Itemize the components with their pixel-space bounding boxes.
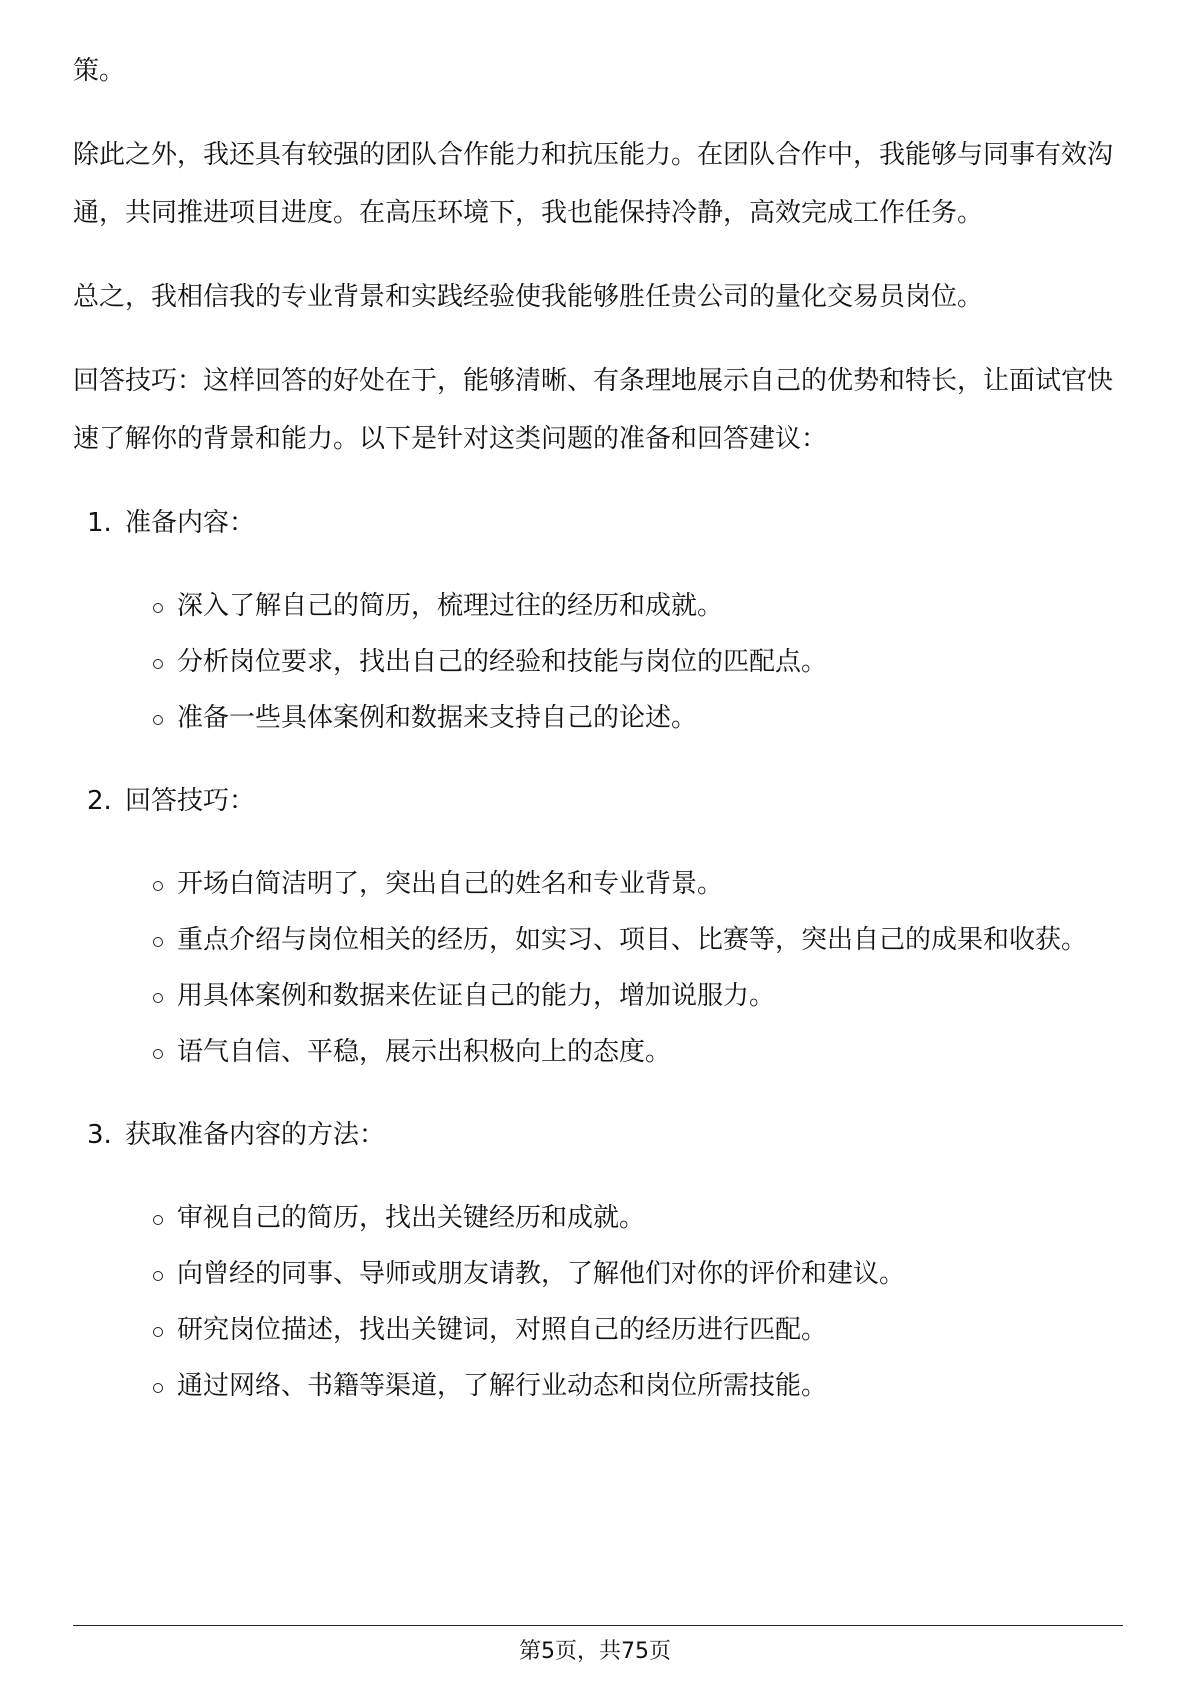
section-number: 3.: [87, 1120, 112, 1150]
section-3: [73, 1106, 1123, 1414]
section-heading: [73, 772, 1123, 830]
list-item-text: 语气自信、平稳，展示出积极向上的态度。: [177, 1037, 672, 1067]
list-item: [73, 856, 1123, 912]
bullet-circle-icon: [153, 1383, 163, 1393]
section-title: 获取准备内容的方法：: [125, 1120, 386, 1150]
list-item: [73, 1024, 1123, 1080]
list-item: [73, 634, 1123, 690]
list-item-text: 用具体案例和数据来佐证自己的能力，增加说服力。: [177, 981, 776, 1011]
bullet-circle-icon: [153, 715, 163, 725]
bullet-list: [73, 578, 1123, 746]
list-item: [73, 912, 1123, 968]
section-number: 1.: [87, 508, 112, 538]
section-title: 准备内容：: [125, 508, 256, 538]
bullet-circle-icon: [153, 603, 163, 613]
list-item: [73, 1190, 1123, 1246]
bullet-circle-icon: [153, 993, 163, 1003]
footer-divider: [73, 1625, 1123, 1626]
list-item: [73, 968, 1123, 1024]
list-item: [73, 1246, 1123, 1302]
section-heading: [73, 494, 1123, 552]
list-item-text: 向曾经的同事、导师或朋友请教，了解他们对你的评价和建议。: [177, 1259, 906, 1289]
bullet-circle-icon: [153, 1327, 163, 1337]
list-item-text: 分析岗位要求，找出自己的经验和技能与岗位的匹配点。: [177, 647, 828, 677]
list-item-text: 准备一些具体案例和数据来支持自己的论述。: [177, 703, 698, 733]
paragraph-conclusion: 总之，我相信我的专业背景和实践经验使我能够胜任贵公司的量化交易员岗位。: [73, 282, 984, 312]
section-2: [73, 772, 1123, 1080]
bullet-circle-icon: [153, 881, 163, 891]
list-item-text: 深入了解自己的简历，梳理过往的经历和成就。: [177, 591, 724, 621]
bullet-circle-icon: [153, 1215, 163, 1225]
section-heading: [73, 1106, 1123, 1164]
bullet-list: [73, 1190, 1123, 1414]
list-item-text: 通过网络、书籍等渠道，了解行业动态和岗位所需技能。: [177, 1371, 828, 1401]
paragraph-tips: 回答技巧：这样回答的好处在于，能够清晰、有条理地展示自己的优势和特长，让面试官快速了解你的背景和能力。以下是针对这类问题的准备和回答建议：: [73, 366, 1114, 454]
list-item-text: 研究岗位描述，找出关键词，对照自己的经历进行匹配。: [177, 1315, 828, 1345]
list-item-text: 审视自己的简历，找出关键经历和成就。: [177, 1203, 646, 1233]
bullet-circle-icon: [153, 937, 163, 947]
bullet-circle-icon: [153, 1049, 163, 1059]
bullet-list: [73, 856, 1123, 1080]
bullet-circle-icon: [153, 659, 163, 669]
bullet-circle-icon: [153, 1271, 163, 1281]
list-item-text: 重点介绍与岗位相关的经历，如实习、项目、比赛等，突出自己的成果和收获。: [177, 925, 1088, 955]
list-item: [73, 1302, 1123, 1358]
section-number: 2.: [87, 786, 112, 816]
list-item-text: 开场白简洁明了，突出自己的姓名和专业背景。: [177, 869, 724, 899]
list-item: [73, 690, 1123, 746]
paragraph-continuation: 策。: [73, 56, 126, 86]
page-content: [73, 42, 1123, 1414]
list-item: [73, 578, 1123, 634]
section-title: 回答技巧：: [125, 786, 256, 816]
page-number: 第5页，共75页: [519, 1639, 671, 1664]
paragraph-teamwork: 除此之外，我还具有较强的团队合作能力和抗压能力。在团队合作中，我能够与同事有效沟通，共同推进项目进度。在高压环境下，我也能保持冷静，高效完成工作任务。: [73, 140, 1114, 228]
list-item: [73, 1358, 1123, 1414]
section-1: [73, 494, 1123, 746]
